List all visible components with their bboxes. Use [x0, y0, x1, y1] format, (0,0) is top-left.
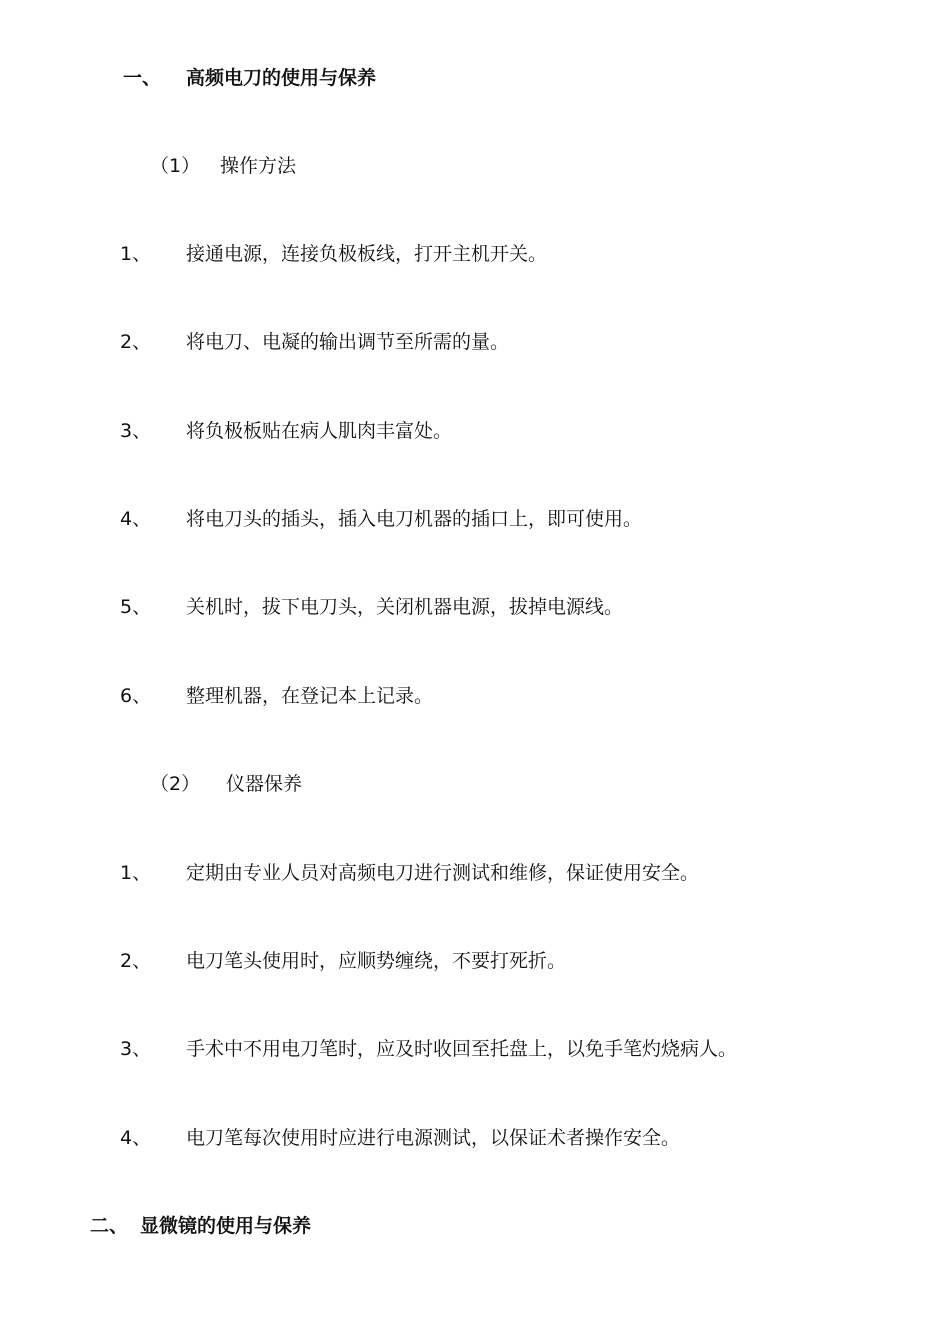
list-item-text: 将电刀头的插头，插入电刀机器的插口上，即可使用。 — [186, 508, 643, 530]
list-item-text: 将电刀、电凝的输出调节至所需的量。 — [186, 331, 510, 353]
list-item-number: 4、 — [120, 1127, 152, 1149]
list-item-text: 整理机器，在登记本上记录。 — [186, 685, 434, 707]
list-item-number: 2、 — [120, 331, 152, 353]
list-item-number: 5、 — [120, 596, 152, 618]
list-item-text: 手术中不用电刀笔时，应及时收回至托盘上，以免手笔灼烧病人。 — [186, 1038, 738, 1060]
list-item-text: 电刀笔每次使用时应进行电源测试，以保证术者操作安全。 — [186, 1127, 681, 1149]
list-item-number: 1、 — [120, 243, 152, 265]
list-item-number: 3、 — [120, 1038, 152, 1060]
subsection-1-number: （1） — [150, 155, 201, 177]
list-item-number: 2、 — [120, 950, 152, 972]
subsection-1-title: 操作方法 — [220, 155, 297, 177]
list-item-number: 1、 — [120, 862, 152, 884]
list-item-text: 接通电源，连接负极板线，打开主机开关。 — [186, 243, 548, 265]
section-1-number: 一、 — [123, 67, 162, 89]
section-2-title: 显微镜的使用与保养 — [140, 1215, 312, 1237]
list-item-number: 4、 — [120, 508, 152, 530]
section-2-number: 二、 — [90, 1215, 129, 1237]
list-item-text: 电刀笔头使用时，应顺势缠绕，不要打死折。 — [186, 950, 567, 972]
list-item-number: 6、 — [120, 685, 152, 707]
list-item-text: 定期由专业人员对高频电刀进行测试和维修，保证使用安全。 — [186, 862, 700, 884]
subsection-2-number: （2） — [150, 773, 201, 795]
subsection-2-title: 仪器保养 — [226, 773, 303, 795]
list-item-text: 将负极板贴在病人肌肉丰富处。 — [186, 420, 453, 442]
list-item-number: 3、 — [120, 420, 152, 442]
section-1-title: 高频电刀的使用与保养 — [186, 67, 377, 89]
list-item-text: 关机时，拔下电刀头，关闭机器电源，拔掉电源线。 — [186, 596, 624, 618]
